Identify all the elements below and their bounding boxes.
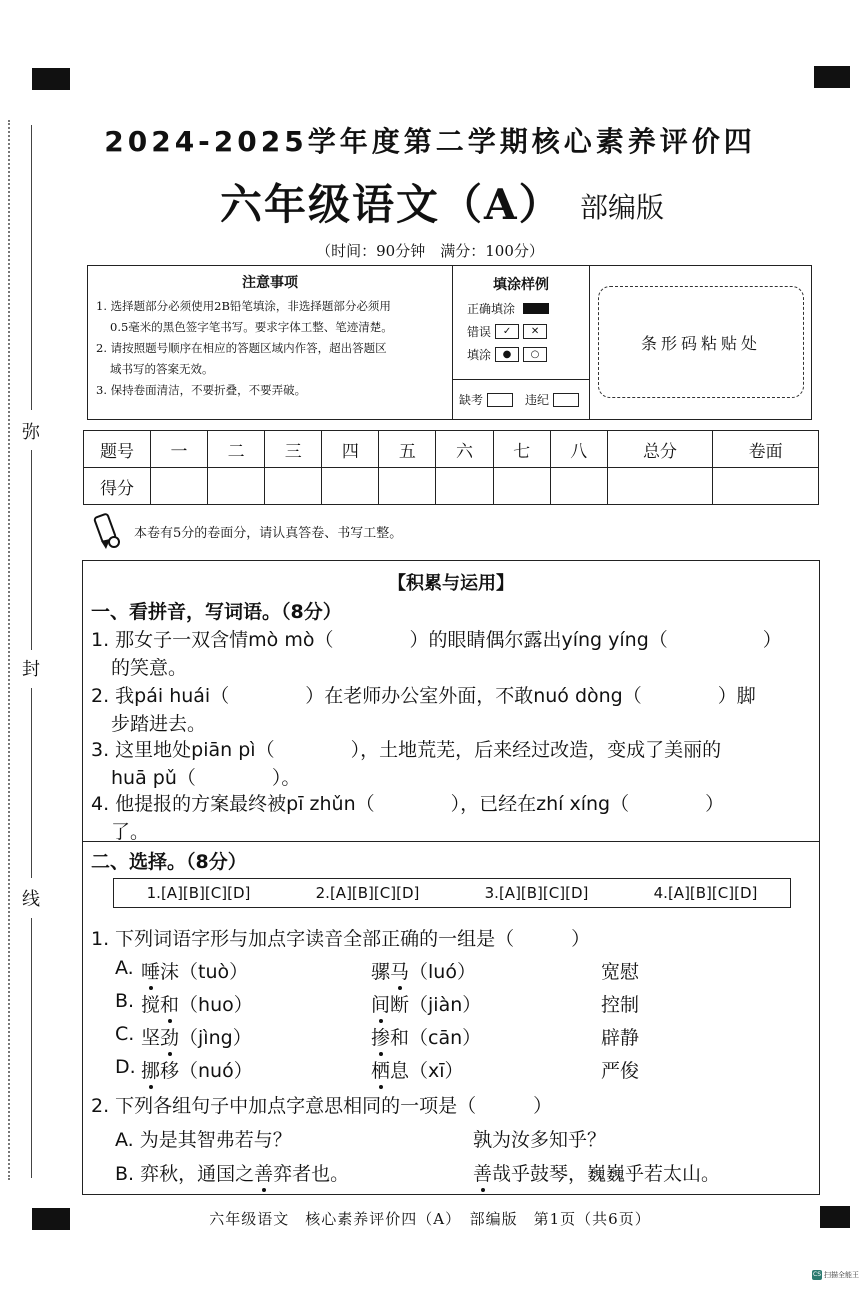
absent-checkbox[interactable]: [487, 393, 513, 407]
score-cell[interactable]: [493, 468, 550, 505]
option-d-label: D.: [115, 1056, 136, 1078]
notice-box: [87, 265, 812, 420]
score-cell[interactable]: [379, 468, 436, 505]
section-divider: [83, 841, 819, 842]
violation-label: 违纪: [525, 393, 550, 407]
fill-sample-title: 填涂样例: [493, 277, 549, 293]
question-1-line: 步踏进去。: [111, 713, 207, 735]
question-2-2-stem: 2. 下列各组句子中加点字意思相同的一项是（ ）: [91, 1095, 553, 1117]
score-table: [83, 430, 819, 505]
notice-item: 2. 请按照题号顺序在相应的答题区域内作答，超出答题区: [96, 341, 387, 355]
option-c-label: C.: [115, 1023, 135, 1045]
question-1-line: 了。: [111, 821, 150, 843]
score-header-cell: 二: [208, 431, 265, 468]
option-c-word-3: 辟静: [601, 1027, 640, 1049]
score-cell[interactable]: [436, 468, 493, 505]
question-1-line: 1. 那女子一双含情mò mò（ ）的眼睛偶尔露出yíng yíng（ ）: [91, 629, 782, 651]
binding-char-mi: 弥: [22, 422, 40, 443]
section-header: 【积累与运用】: [388, 573, 514, 594]
score-table-header-row: [84, 431, 819, 468]
fill-wrong-label-1: 错误: [467, 325, 492, 339]
fill-wrong-label-2: 填涂: [467, 348, 492, 362]
question-1-title: 一、看拼音，写词语。（8分）: [91, 601, 342, 623]
score-header-cell: 卷面: [713, 431, 819, 468]
absent-violation-row: [453, 379, 589, 419]
option-a-word-2: 骡马（luó）: [371, 961, 476, 983]
notice-item: 域书写的答案无效。: [110, 362, 214, 376]
tip-text: 本卷有5分的卷面分，请认真答卷、书写工整。: [134, 526, 403, 541]
option-d-word-1: 挪移（nuó）: [141, 1060, 253, 1082]
fill-correct-label: 正确填涂: [467, 302, 516, 316]
question-1-line: 2. 我pái huái（ ）在老师办公室外面，不敢nuó dòng（ ）脚: [91, 685, 756, 707]
question-1-line: 4. 他提报的方案最终被pī zhǔn（ ），已经在zhí xíng（ ）: [91, 793, 725, 815]
score-header-cell: 八: [550, 431, 607, 468]
option-d-word-2: 栖息（xī）: [371, 1060, 464, 1082]
registration-mark-top-left: [32, 68, 70, 90]
option-b-label: B.: [115, 990, 135, 1012]
option-b-word-3: 控制: [601, 994, 640, 1016]
score-row-label: 得分: [84, 468, 151, 505]
scanner-app-icon: CS: [813, 1271, 821, 1278]
option-c-word-1: 坚劲（jìng）: [141, 1027, 252, 1049]
filled-box-icon: [523, 303, 549, 314]
hollow-dot-icon: ○: [523, 347, 547, 362]
binding-char-feng: 封: [22, 659, 40, 680]
score-header-cell: 三: [265, 431, 322, 468]
option-c-word-2: 掺和（cān）: [371, 1027, 482, 1049]
score-header-cell: 六: [436, 431, 493, 468]
page-footer: 六年级语文 核心素养评价四（A） 部编版 第1页（共6页）: [209, 1210, 651, 1228]
option-a-label: A.: [115, 957, 134, 979]
score-cell[interactable]: [151, 468, 208, 505]
binding-line-1: [31, 125, 32, 410]
tip-row: [92, 512, 792, 554]
question-2-title: 二、选择。（8分）: [91, 851, 247, 873]
fill-wrong-row-2: [467, 346, 589, 363]
score-header-cell: 总分: [607, 431, 713, 468]
registration-mark-top-right: [814, 66, 850, 88]
absent-label: 缺考: [459, 393, 484, 407]
exam-edition: 部编版: [580, 191, 665, 224]
question-1-line: 的笑意。: [111, 657, 188, 679]
watermark-text: 扫描全能王: [824, 1271, 859, 1279]
question-2-2-option-b-left: B. 弈秋，通国之善弈者也。: [115, 1163, 350, 1185]
binding-dotted-line: [8, 120, 10, 1180]
question-2-2-option-a-right: 孰为汝多知乎？: [473, 1129, 607, 1151]
option-b-word-2: 间断（jiàn）: [371, 994, 482, 1016]
score-cell[interactable]: [265, 468, 322, 505]
option-d-word-3: 严俊: [601, 1060, 640, 1082]
question-2-1-stem: 1. 下列词语字形与加点字读音全部正确的一组是（ ）: [91, 928, 591, 950]
fill-wrong-row-1: [467, 323, 589, 340]
exam-body: [82, 560, 820, 1195]
option-b-word-1: 搅和（huo）: [141, 994, 253, 1016]
scanner-watermark: [812, 1270, 859, 1280]
option-a-word-3: 宽慰: [601, 961, 640, 983]
exam-time-info: （时间：90分钟 满分：100分）: [316, 242, 544, 260]
cross-mark-icon: ✕: [523, 324, 547, 339]
score-cell[interactable]: [208, 468, 265, 505]
fill-sample-column: [453, 266, 590, 419]
score-header-cell: 题号: [84, 431, 151, 468]
answer-bubble-group[interactable]: 4.[A][B][C][D]: [653, 884, 758, 902]
score-cell[interactable]: [713, 468, 819, 505]
answer-bubble-group[interactable]: 1.[A][B][C][D]: [146, 884, 251, 902]
notice-title: 注意事项: [242, 275, 298, 291]
binding-char-xian: 线: [22, 889, 40, 910]
violation-checkbox[interactable]: [553, 393, 579, 407]
fill-correct-row: [467, 300, 589, 317]
barcode-area: 条形码粘贴处: [598, 286, 804, 398]
pencil-icon: [92, 512, 122, 552]
notice-item: 3. 保持卷面清洁，不要折叠，不要弄破。: [96, 383, 307, 397]
score-cell[interactable]: [550, 468, 607, 505]
binding-line-3: [31, 688, 32, 878]
binding-line-2: [31, 450, 32, 650]
notice-item: 1. 选择题部分必须使用2B铅笔填涂，非选择题部分必须用: [96, 299, 391, 313]
score-header-cell: 四: [322, 431, 379, 468]
score-cell[interactable]: [322, 468, 379, 505]
score-header-cell: 五: [379, 431, 436, 468]
notice-column: [88, 266, 453, 419]
score-table-score-row: [84, 468, 819, 505]
question-1-line: huā pǔ（ ）。: [111, 767, 301, 789]
answer-bubble-group[interactable]: 2.[A][B][C][D]: [315, 884, 420, 902]
score-header-cell: 一: [151, 431, 208, 468]
filled-dot-icon: ●: [495, 347, 519, 362]
check-mark-icon: ✓: [495, 324, 519, 339]
barcode-column: [590, 266, 811, 419]
notice-item: 0.5毫米的黑色签字笔书写。要求字体工整、笔迹清楚。: [110, 320, 393, 334]
question-1-line: 3. 这里地处piān pì（ ），土地荒芜，后来经过改造，变成了美丽的: [91, 739, 722, 761]
option-a-word-1: 唾沫（tuò）: [141, 961, 249, 983]
exam-title-line1: 2024-2025学年度第二学期核心素养评价四: [104, 125, 756, 158]
binding-line-4: [31, 918, 32, 1178]
answer-bubble-group[interactable]: 3.[A][B][C][D]: [484, 884, 589, 902]
answer-bubble-bar: [113, 878, 791, 908]
question-2-2-option-a-left: A. 为是其智弗若与？: [115, 1129, 292, 1151]
score-header-cell: 七: [493, 431, 550, 468]
question-2-2-option-b-right: 善哉乎鼓琴，巍巍乎若太山。: [473, 1163, 721, 1185]
exam-title-main: 六年级语文（A）: [220, 180, 563, 229]
score-cell[interactable]: [607, 468, 713, 505]
